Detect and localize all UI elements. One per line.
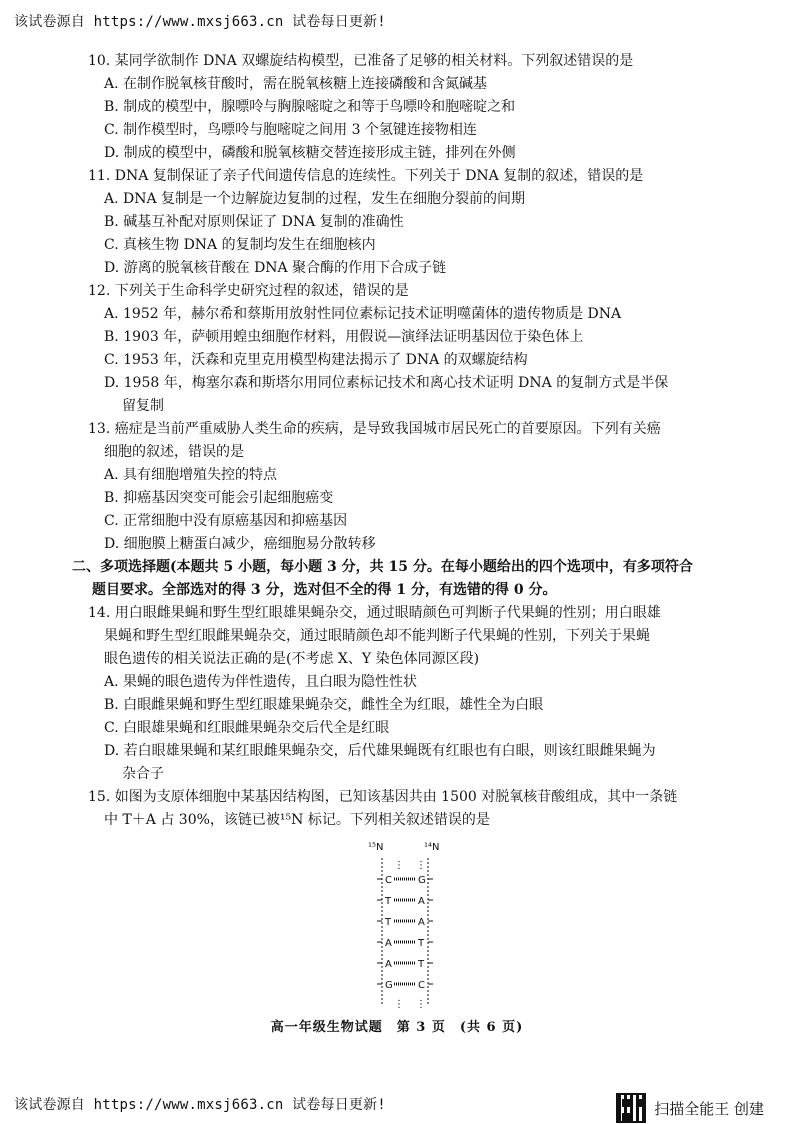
section-heading-cont: 题目要求。全部选对的得 3 分，选对但不全的得 1 分，有选错的得 0 分。 — [92, 582, 557, 598]
question-stem: 14. 用白眼雌果蝇和野生型红眼雄果蝇杂交，通过眼睛颜色可判断子代果蝇的性别；用白眼雄 — [88, 605, 661, 621]
right-strand-label: ¹⁴N — [424, 842, 440, 853]
question-stem: 13. 癌症是当前严重威胁人类生命的疾病，是导致我国城市居民死亡的首要原因。下列有关癌 — [88, 421, 661, 437]
ellipsis-mark: ⋮ — [394, 860, 404, 871]
base-left: A — [385, 959, 392, 970]
option-d: D. 细胞膜上糖蛋白减少，癌细胞易分散转移 — [104, 536, 376, 552]
question-stem: 15. 如图为支原体细胞中某基因结构图，已知该基因共由 1500 对脱氧核苷酸组成，其中一条链 — [88, 789, 678, 805]
base-right: T — [418, 938, 425, 949]
option-b: B. 1903 年，萨顿用蝗虫细胞作材料，用假说—演绎法证明基因位于染色体上 — [104, 329, 584, 345]
question-11 — [88, 165, 728, 280]
base-right: C — [418, 980, 425, 991]
question-stem-cont: 果蝇和野生型红眼雌果蝇杂交，通过眼睛颜色却不能判断子代果蝇的性别，下列关于果蝇 — [104, 628, 650, 644]
ellipsis-mark: ⋮ — [416, 999, 426, 1010]
base-pairs — [377, 858, 433, 1010]
option-a: A. 具有细胞增殖失控的特点 — [104, 467, 278, 483]
source-banner-bottom: 该试卷源自 https://www.mxsj663.cn 试卷每日更新! — [14, 1097, 386, 1113]
base-left: A — [385, 938, 392, 949]
option-d: D. 制成的模型中，磷酸和脱氧核糖交替连接形成主链，排列在外侧 — [104, 145, 516, 161]
question-15 — [88, 786, 728, 832]
question-stem: 12. 下列关于生命科学史研究过程的叙述，错误的是 — [88, 283, 409, 299]
base-right: A — [418, 917, 425, 928]
option-b: B. 碱基互补配对原则保证了 DNA 复制的准确性 — [104, 214, 404, 230]
question-stem-cont: 中 T＋A 占 30%，该链已被¹⁵N 标记。下列相关叙述错误的是 — [104, 812, 490, 828]
option-a: A. 1952 年，赫尔希和蔡斯用放射性同位素标记技术证明噬菌体的遗传物质是 DNA — [104, 306, 622, 322]
scanner-text: 扫描全能王 创建 — [654, 1099, 764, 1118]
option-d-continuation: 杂合子 — [122, 766, 164, 782]
option-d-continuation: 留复制 — [122, 398, 164, 414]
option-c: C. 真核生物 DNA 的复制均发生在细胞核内 — [104, 237, 376, 253]
question-stem: 10. 某同学欲制作 DNA 双螺旋结构模型，已准备了足够的相关材料。下列叙述错误的是 — [88, 53, 634, 69]
question-13 — [88, 418, 728, 556]
dna-structure-figure — [360, 838, 450, 1010]
option-a: A. DNA 复制是一个边解旋边复制的过程，发生在细胞分裂前的间期 — [104, 191, 526, 207]
option-a: A. 在制作脱氧核苷酸时，需在脱氧核糖上连接磷酸和含氮碱基 — [104, 76, 488, 92]
option-d: D. 若白眼雄果蝇和某红眼雌果蝇杂交，后代雄果蝇既有红眼也有白眼，则该红眼雌果蝇为 — [104, 743, 656, 759]
base-right: T — [418, 959, 425, 970]
option-c: C. 正常细胞中没有原癌基因和抑癌基因 — [104, 513, 348, 529]
question-14 — [88, 602, 728, 786]
question-10 — [88, 50, 728, 165]
section-heading: 二、多项选择题(本题共 5 小题，每小题 3 分，共 15 分。在每小题给出的四个选项中，有多项符合 — [72, 559, 693, 575]
exam-content — [72, 50, 728, 832]
base-left: T — [385, 917, 392, 928]
page-footer: 高一年级生物试题 第 3 页 (共 6 页) — [270, 1020, 524, 1035]
base-right: A — [418, 896, 425, 907]
question-stem: 11. DNA 复制保证了亲子代间遗传信息的连续性。下列关于 DNA 复制的叙述，错误的是 — [88, 168, 644, 184]
option-d: D. 游离的脱氧核苷酸在 DNA 聚合酶的作用下合成子链 — [104, 260, 447, 276]
option-b: B. 白眼雌果蝇和野生型红眼雄果蝇杂交，雌性全为红眼，雄性全为白眼 — [104, 697, 544, 713]
dna-diagram — [360, 838, 450, 1010]
ellipsis-mark: ⋮ — [416, 860, 426, 871]
option-c: C. 制作模型时，鸟嘌呤与胞嘧啶之间用 3 个氢键连接物相连 — [104, 122, 477, 138]
option-c: C. 1953 年，沃森和克里克用模型构建法揭示了 DNA 的双螺旋结构 — [104, 352, 528, 368]
scanner-watermark — [616, 1093, 764, 1123]
qr-code-icon — [616, 1093, 646, 1123]
question-12 — [88, 280, 728, 418]
base-left: G — [385, 980, 393, 991]
base-left: T — [385, 896, 392, 907]
question-stem-cont: 细胞的叙述，错误的是 — [104, 444, 244, 460]
base-right: G — [418, 875, 426, 886]
ellipsis-mark: ⋮ — [394, 999, 404, 1010]
option-c: C. 白眼雄果蝇和红眼雌果蝇杂交后代全是红眼 — [104, 720, 390, 736]
left-strand-label: ¹⁵N — [368, 842, 384, 853]
source-banner-top: 该试卷源自 https://www.mxsj663.cn 试卷每日更新! — [14, 14, 386, 30]
option-a: A. 果蝇的眼色遗传为伴性遗传，且白眼为隐性性状 — [104, 674, 418, 690]
option-d: D. 1958 年，梅塞尔森和斯塔尔用同位素标记技术和离心技术证明 DNA 的复制方式是半保 — [104, 375, 669, 391]
question-stem-cont: 眼色遗传的相关说法正确的是(不考虑 X、Y 染色体同源区段) — [104, 651, 480, 667]
option-b: B. 制成的模型中，腺嘌呤与胸腺嘧啶之和等于鸟嘌呤和胞嘧啶之和 — [104, 99, 516, 115]
base-left: C — [385, 875, 392, 886]
option-b: B. 抑癌基因突变可能会引起细胞癌变 — [104, 490, 334, 506]
